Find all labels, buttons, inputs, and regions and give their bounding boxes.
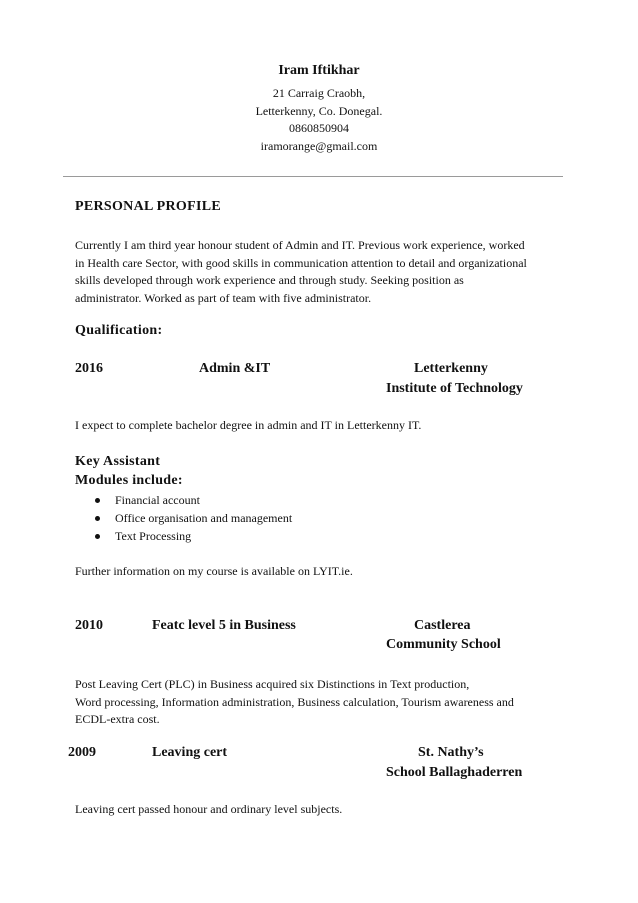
entry-2010-line: Word processing, Information administration, Business calculation, Tourism awareness and xyxy=(75,694,514,709)
address-line-2: Letterkenny, Co. Donegal. xyxy=(255,104,383,118)
entry-2010-course: Featc level 5 in Business xyxy=(152,618,296,633)
entry-2010-line: Post Leaving Cert (PLC) in Business acquired six Distinctions in Text production, xyxy=(75,677,470,691)
entry-2010-year: 2010 xyxy=(75,618,103,633)
header-divider xyxy=(63,176,563,177)
address-line-1: 21 Carraig Craobh, xyxy=(272,86,366,100)
email-address: iramorange@gmail.com xyxy=(260,139,378,153)
resume-name: Iram Iftikhar xyxy=(278,63,360,78)
profile-line: administrator. Worked as part of team with five administrator. xyxy=(75,290,372,305)
entry-2009-place-line1: St. Nathy’s xyxy=(418,745,484,760)
entry-2010-paragraph xyxy=(75,676,575,729)
entry-2009-course: Leaving cert xyxy=(152,745,228,760)
personal-profile-heading: PERSONAL PROFILE xyxy=(75,199,221,214)
profile-line: Currently I am third year honour student of Admin and IT. Previous work experience, worked xyxy=(75,238,525,252)
entry-2010-line: ECDL-extra cost. xyxy=(75,712,160,726)
profile-paragraph xyxy=(75,237,565,307)
entry-2016-place-line2: Institute of Technology xyxy=(386,381,523,396)
further-info: Further information on my course is available on LYIT.ie. xyxy=(75,564,353,578)
bullet-icon xyxy=(95,498,100,503)
entry-2010-place-line2: Community School xyxy=(386,637,501,652)
module-label: Office organisation and management xyxy=(115,511,293,525)
bullet-icon xyxy=(95,534,100,539)
phone-number: 0860850904 xyxy=(289,121,349,135)
module-label: Text Processing xyxy=(115,529,192,543)
entry-2010-place-line1: Castlerea xyxy=(414,618,471,633)
profile-line: in Health care Sector, with good skills in communication attention to detail and organizational xyxy=(75,255,527,270)
entry-2009-note: Leaving cert passed honour and ordinary level subjects. xyxy=(75,802,343,816)
module-label: Financial account xyxy=(115,493,200,507)
profile-line: skills developed through work experience and through study. Seeking position as xyxy=(75,273,464,287)
entry-2016-place-line1: Letterkenny xyxy=(414,361,488,376)
bullet-icon xyxy=(95,516,100,521)
qualification-heading: Qualification: xyxy=(75,323,163,338)
entry-2009-year: 2009 xyxy=(68,745,96,760)
modules-heading: Modules include: xyxy=(75,473,183,488)
key-assistant-heading: Key Assistant xyxy=(75,454,161,469)
entry-2016-year: 2016 xyxy=(75,361,103,376)
entry-2016-note: I expect to complete bachelor degree in admin and IT in Letterkenny IT. xyxy=(75,418,422,432)
entry-2009-place-line2: School Ballaghaderren xyxy=(386,765,523,780)
entry-2016-course: Admin &IT xyxy=(199,361,271,376)
